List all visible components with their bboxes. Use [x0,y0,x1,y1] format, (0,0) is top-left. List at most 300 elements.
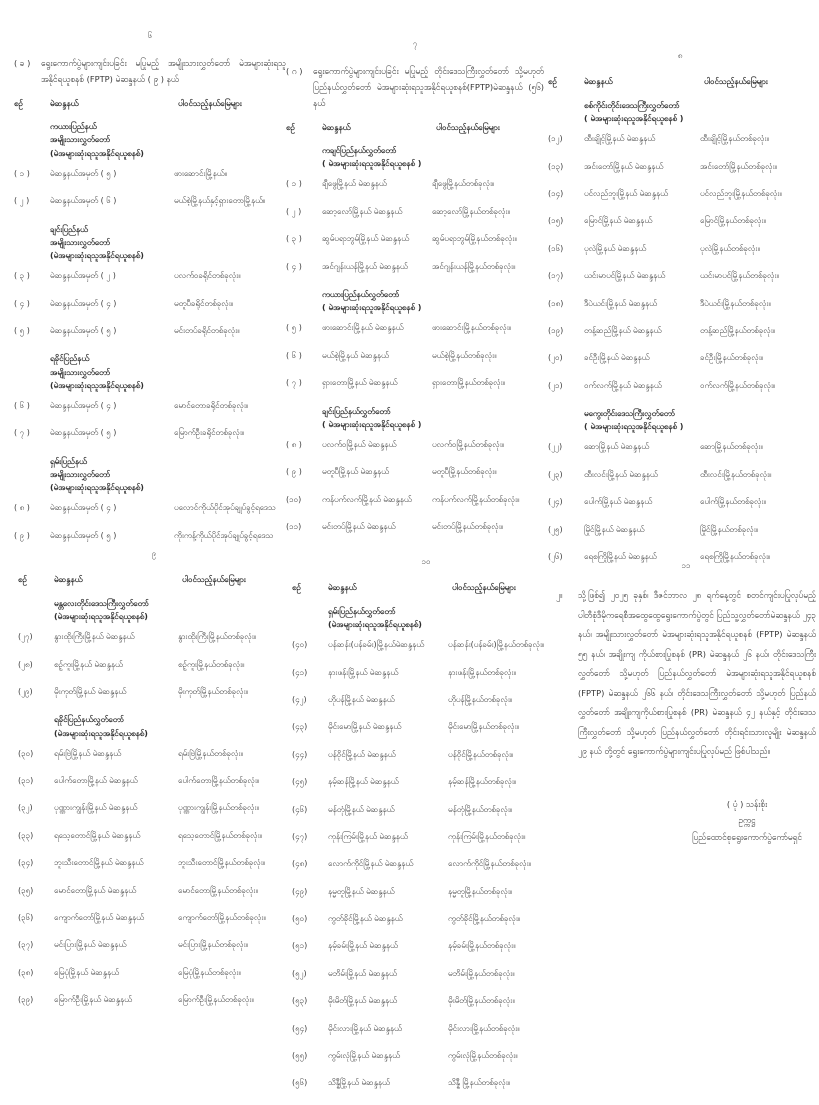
row-areas: မောင်တောခရိုင်တစ်ခုလုံး။ [174,400,249,410]
row-number: (၂၆) [548,552,563,561]
signature-title: ဥက္ကဋ္ဌ [738,815,756,826]
row-areas: မိုင်းမောမြို့နယ်တစ်ခုလုံး။ [448,722,520,732]
row-number: (၅၄) [292,1023,308,1033]
row-constituency: ကျောက်တော်မြို့နယ် မဲဆန္ဒနယ် [54,913,144,923]
table-row [18,912,290,924]
row-constituency: ပင်လည်ဘူးမြို့နယ် မဲဆန္ဒနယ် [584,188,668,198]
row-constituency: ဆွမ်ပရာဘွမ်မြို့နယ် မဲဆန္ဒနယ် [322,234,409,244]
table-row [286,178,544,190]
row-number: (၁၅) [548,216,564,226]
table-row [292,858,560,870]
row-areas: မိုးမိတ်မြို့နယ်တစ်ခုလုံး။ [448,996,515,1006]
table-row [292,1050,560,1062]
table-row [292,749,560,761]
row-constituency: ရသေ့တောင်မြို့နယ် မဲဆန္ဒနယ် [54,830,141,840]
row-number: (၅၃) [292,996,308,1006]
row-constituency: နားဖန်းမြို့နယ် မဲဆန္ဒနယ် [328,667,399,677]
row-areas: နမ့်ခမ်းမြို့နယ်တစ်ခုလုံး။ [448,941,516,951]
table-row [286,521,544,533]
table-row [18,748,290,760]
row-number: (၃၉) [18,995,34,1005]
table-section-title: ချင်းပြည်နယ် အမျိုးသားလွှတ်တော် (မဲအများဆုံးရသူအနိုင်ရယူစနစ်) [50,224,144,260]
row-constituency: နမ့်ဆန်မြို့နယ် မဲဆန္ဒနယ် [328,777,399,787]
row-number: (၄၁) [292,667,308,677]
row-number: ( ၇ ) [286,378,302,388]
table-row [18,686,290,698]
row-areas: မဘိမ်းမြို့နယ်တစ်ခုလုံး။ [448,968,515,978]
row-constituency: မောင်တောမြို့နယ် မဲဆန္ဒနယ် [54,885,137,895]
row-number: (၄၉) [292,886,308,896]
table-row [292,639,560,651]
row-constituency: မန်တုံမြို့နယ် မဲဆန္ဒနယ် [328,804,395,814]
table-row [548,352,812,364]
row-number: (၂၃) [548,469,563,479]
row-constituency: နွားထိုးကြီးမြို့နယ် မဲဆန္ဒနယ် [54,632,135,642]
table-row [18,857,290,869]
row-constituency: ပန်ဆန်း(ပန်ခမ်း)မြို့နယ်မဲဆန္ဒနယ် [328,640,425,650]
table-row [14,168,286,180]
row-constituency: အင်းတော်မြို့နယ် မဲဆန္ဒနယ် [584,161,664,171]
row-constituency: မတူပီမြို့နယ် မဲဆန္ဒနယ် [322,467,389,477]
row-areas: ပုလဲမြို့နယ်တစ်ခုလုံး။ [700,243,760,253]
column-header-no: စဉ် [292,583,301,593]
table-header-row [286,122,544,134]
row-number: ( ၅ ) [14,325,30,335]
table-row [286,350,544,362]
row-areas: မြောက်ဦးမြို့နယ်တစ်ခုလုံး။ [178,995,254,1005]
row-areas: နားဖန်းမြို့နယ်တစ်ခုလုံး။ [448,667,516,677]
column-header-constituency: မဲဆန္ဒနယ် [50,98,79,108]
heading-text: ရွေးကောက်ပွဲများကျင်းပခြင်း မပြုမည့် တိုင်းဒေသကြီးလွှတ်တော် သို့မဟုတ် ပြည်နယ်လွှတ်တော် မဲအများဆုံးရသူအနိုင်ရယူစနစ်(FPTP)မဲဆန္ဒနယ် (၅၆) နယ် [313,66,544,108]
table-row [292,776,560,788]
row-constituency: ရေစကြိုမြို့နယ် မဲဆန္ဒနယ် [584,552,657,561]
row-areas: ခင်ဦးမြို့နယ်တစ်ခုလုံး။ [700,353,764,363]
signature-name: ( ပုံ ) သန်းစိုး [726,798,768,809]
row-constituency: ကွတ်ခိုင်မြို့နယ် မဲဆန္ဒနယ် [328,914,403,924]
row-areas: ကန်ပက်လက်မြို့နယ်တစ်ခုလုံး။ [432,494,520,504]
row-constituency: ရမ်းဗြဲမြို့နယ် မဲဆန္ဒနယ် [54,748,122,758]
row-constituency: မဲဆန္ဒနယ်အမှတ် ( ၄ ) [50,298,117,308]
row-areas: ရသေ့တောင်မြို့နယ်တစ်ခုလုံး။ [178,830,263,840]
column-header-no: စဉ် [286,122,295,132]
row-number: (၅၁) [292,941,308,951]
row-constituency: မဲဆန္ဒနယ်အမှတ် ( ၅ ) [50,428,117,438]
row-areas: ဟိုပန်မြို့နယ်တစ်ခုလုံး။ [448,694,513,704]
row-number: ( ၆ ) [14,400,30,410]
row-number: (၁၈) [548,298,564,308]
row-number: ( ၅ ) [286,323,302,333]
signature-block [692,796,802,846]
row-number: (၁၇) [548,271,564,281]
row-constituency: ထီးလင်းမြို့နယ် မဲဆန္ဒနယ် [584,469,658,479]
document-page [14,30,286,557]
row-number: ( ၁ ) [286,179,302,189]
table-row [286,377,544,389]
row-constituency: ဆော့လော်မြို့နယ် မဲဆန္ဒနယ် [322,206,403,216]
table-header-row [548,76,812,88]
row-number: ( ၃ ) [286,234,302,244]
row-number: ( ၈ ) [14,503,30,513]
row-number: ( ၆ ) [286,350,302,360]
row-constituency: မဲဆန္ဒနယ်အမှတ် ( ၆ ) [50,196,117,206]
document-page [556,560,816,846]
row-areas: ပလက်ဝမြို့နယ်တစ်ခုလုံး။ [432,439,505,449]
row-number: (၄၇) [292,831,308,841]
table-row [292,1077,560,1089]
section-heading [14,56,286,88]
row-number: (၁၂) [548,134,563,144]
column-header-constituency: မဲဆန္ဒနယ် [54,575,83,585]
row-areas: မြိုင်မြို့နယ်တစ်ခုလုံး။ [700,524,759,534]
row-constituency: လောက်ကိုင်မြို့နယ် မဲဆန္ဒနယ် [328,859,414,869]
table-row [548,380,812,392]
table-row [286,439,544,451]
row-areas: လောက်ကိုင်မြို့နယ်တစ်ခုလုံး။ [448,859,532,869]
table-row [292,886,560,898]
table-row [292,694,560,706]
table-row [548,325,812,337]
table-row [292,913,560,925]
row-constituency: မြေပုံမြို့နယ် မဲဆန္ဒနယ် [54,967,119,977]
table-row [18,994,290,1006]
row-areas: ဆော့လော်မြို့နယ်တစ်ခုလုံး။ [432,206,510,216]
row-areas: တန့်ဆည်မြို့နယ်တစ်ခုလုံး။ [700,325,776,335]
row-areas: မြောင်မြို့နယ်တစ်ခုလုံး။ [700,216,766,226]
row-constituency: မိုင်းလားမြို့နယ် မဲဆန္ဒနယ် [328,1023,402,1033]
table-row [292,804,560,816]
row-constituency: မဲဆန္ဒနယ်အမှတ် ( ၄ ) [50,400,117,410]
row-areas: နွားထိုးကြီးမြို့နယ်တစ်ခုလုံး။ [178,632,257,642]
row-number: (၃၁) [18,776,34,786]
table-section-title: ကချင်ပြည်နယ်လွှတ်တော် ( မဲအများဆုံးရသူအနိုင်ရယူစနစ် ) [322,146,422,169]
row-areas: ယင်းမာပင်မြို့နယ်တစ်ခုလုံး။ [700,271,779,281]
table-row [18,631,290,643]
table-section-title: ချင်းပြည်နယ်လွှတ်တော် ( မဲအများဆုံးရသူအနိုင်ရယူစနစ် ) [322,406,422,429]
table-row [18,967,290,979]
row-areas: ပေါက်မြို့နယ်တစ်ခုလုံး။ [700,497,766,507]
row-areas: ရမ်းဗြဲမြို့နယ်တစ်ခုလုံး။ [178,748,243,758]
table-header-row [14,98,286,110]
row-areas: ဘူးသီးတောင်မြို့နယ်တစ်ခုလုံး။ [178,858,266,868]
row-constituency: မဲဆန္ဒနယ်အမှတ် ( ၂ ) [50,271,116,281]
row-areas: မတူပီခရိုင်တစ်ခုလုံး။ [174,298,234,308]
row-areas: ကွတ်ခိုင်မြို့နယ်တစ်ခုလုံး။ [448,914,521,924]
table-row [18,939,290,951]
row-areas: ကျောက်တော်မြို့နယ်တစ်ခုလုံး။ [178,913,266,923]
row-number: (၂၇) [18,632,33,642]
row-areas: ဆောမြို့နယ်တစ်ခုလုံး။ [700,442,763,452]
row-number: (၅၀) [292,914,308,924]
row-constituency: မိုးမိတ်မြို့နယ် မဲဆန္ဒနယ် [328,996,397,1006]
row-number: ( ၇ ) [14,428,30,438]
row-number: (၃၄) [18,858,34,868]
table-row [14,195,286,207]
row-areas: ပုဏ္ဏားကျွန်းမြို့နယ်တစ်ခုလုံး။ [178,803,260,813]
table-row [14,530,286,542]
row-constituency: မင်းပြားမြို့နယ် မဲဆန္ဒနယ် [54,940,127,950]
table-row [14,298,286,310]
table-header-row [292,582,560,594]
row-constituency: ဖားဆောင်းမြို့နယ် မဲဆန္ဒနယ် [322,323,404,333]
document-page [18,548,290,1022]
table-row [14,325,286,337]
table-row [292,1023,560,1035]
row-areas: နမ္မတူမြို့နယ်တစ်ခုလုံး။ [448,886,513,896]
row-number: (၄၈) [292,859,308,869]
row-areas: ရေစကြိုမြို့နယ်တစ်ခုလုံး။ [700,552,771,561]
row-constituency: မြိုင်မြို့နယ် မဲဆန္ဒနယ် [584,524,645,534]
row-areas: ပင်လည်ဘူးမြို့နယ်တစ်ခုလုံး။ [700,188,782,198]
row-constituency: ကန်ပက်လက်မြို့နယ် မဲဆန္ဒနယ် [322,494,412,504]
row-constituency: မိုင်းမောမြို့နယ် မဲဆန္ဒနယ် [328,722,402,732]
row-areas: ဝက်လက်မြို့နယ်တစ်ခုလုံး။ [700,380,776,390]
row-number: (၁၁) [286,522,302,532]
row-constituency: တန့်ဆည်မြို့နယ် မဲဆန္ဒနယ် [584,325,662,335]
table-row [286,233,544,245]
row-number: (၄၂) [292,694,307,704]
row-areas: မန်တုံမြို့နယ်တစ်ခုလုံး။ [448,804,513,814]
row-number: (၂၂) [548,442,563,452]
column-header-areas: ပါဝင်သည့်နယ်မြေများ [452,583,516,593]
table-row [292,940,560,952]
heading-text: ရွေးကောက်ပွဲများကျင်းပခြင်း မပြုမည့် အမျိုးသားလွှတ်တော် မဲအများဆုံးရသူ အနိုင်ရယူစနစ် (FPTP) မဲဆန္ဒနယ် ( ၉ ) နယ် [41,58,286,85]
table-row [548,133,812,145]
row-number: (၅၂) [292,968,307,978]
row-constituency: ရှားတောမြို့နယ် မဲဆန္ဒနယ် [322,378,398,388]
table-row [548,469,812,481]
table-row [548,188,812,200]
table-section-title: ရှမ်းပြည်နယ်လွှတ်တော် (မဲအများဆုံးရသူအနိုင်ရယူစနစ်) [328,606,422,629]
row-areas: ပလောင်ကိုယ်ပိုင်အုပ်ချုပ်ခွင့်ရဒေသ [174,503,276,513]
row-constituency: ပန်ဝိုင်မြို့နယ် မဲဆန္ဒနယ် [328,749,396,759]
column-header-areas: ပါဝင်သည့်နယ်မြေများ [182,575,246,585]
column-header-no: စဉ် [14,98,23,108]
paragraph-text: သို့ဖြစ်၍ ၂၀၂၅ ခုနှစ်၊ ဒီဇင်ဘာလ ၂၈ ရက်နေ့တွင် စတင်ကျင်းပပြုလုပ်မည့် ပါတီစုံဒီမိုကရေစီအထွေထွေရွေးကောက်ပွဲတွင် ပြည်သူ့လွှတ်တော်မဲဆန္ဒနယ် ၂၄၃ နယ်၊ အမျိုးသားလွှတ်တော် မဲအများဆုံးရသူအနိုင်ရယူစနစ် (FPTP) မဲဆန္ဒနယ် ၅၅ နယ်၊ အချိုးကျ ကိုယ်စားပြုစနစ် (PR) မဲဆန္ဒနယ် ၂၆ နယ်၊ တိုင်းဒေသကြီးလွှတ်တော် သို့မဟုတ် ပြည်နယ်လွှတ်တော် မဲအများဆုံးရသူအနိုင်ရယူစနစ် (FPTP) မဲဆန္ဒနယ် ၂၆၆ နယ်၊ တိုင်းဒေသကြီးလွှတ်တော် သို့မဟုတ် ပြည်နယ်လွှတ်တော် အချိုးကျကိုယ်စားပြုစနစ် (PR) မဲဆန္ဒနယ် ၄၂ နယ်နှင့် တိုင်းဒေသကြီးလွှတ်တော် သို့မဟုတ် ပြည်နယ်လွှတ်တော် တိုင်းရင်းသားလူမျိုး မဲဆန္ဒနယ် ၂၉ နယ် တို့တွင် ရွေးကောက်ပွဲများကျင်းပပြုလုပ်မည် ဖြစ်ပါသည်။ [578,590,816,757]
table-row [548,496,812,508]
row-number: (၂၀) [548,353,563,363]
page-number: ၁၀ [421,557,431,566]
row-areas: ဖားဆောင်းမြို့နယ်။ [174,168,227,178]
row-constituency: ပလက်ဝမြို့နယ် မဲဆန္ဒနယ် [322,439,397,449]
row-number: ( ၉ ) [14,530,30,540]
row-constituency: သိန္နီမြို့နယ် မဲဆန္ဒနယ် [328,1078,390,1088]
row-constituency: မဘိမ်းမြို့နယ် မဲဆန္ဒနယ် [328,968,397,978]
row-areas: မြေပုံမြို့နယ်တစ်ခုလုံး။ [178,967,241,977]
row-areas: မင်းပြားမြို့နယ်တစ်ခုလုံး။ [178,940,249,950]
row-constituency: မဲဆန္ဒနယ်အမှတ် ( ၅ ) [50,168,117,178]
row-areas: ပန်ဝိုင်မြို့နယ်တစ်ခုလုံး။ [448,749,514,759]
table-section-title: မကွေးတိုင်းဒေသကြီးလွှတ်တော် ( မဲအများဆုံးရသူအနိုင်ရယူစနစ် ) [584,409,684,432]
row-number: (၂၈) [18,659,33,669]
table-row [548,441,812,453]
row-number: (၄၃) [292,722,308,732]
row-number: ( ၄ ) [286,261,302,271]
row-constituency: ခင်ဦးမြို့နယ် မဲဆန္ဒနယ် [584,353,650,363]
table-row [286,206,544,218]
row-constituency: နမ့်ခမ်းမြို့နယ် မဲဆန္ဒနယ် [328,941,398,951]
row-areas: အင်ဂျန်းယန်မြို့နယ်တစ်ခုလုံး။ [432,261,516,271]
row-areas: ရှားတောမြို့နယ်တစ်ခုလုံး။ [432,378,506,388]
closing-paragraph [556,586,816,761]
column-header-areas: ပါဝင်သည့်နယ်မြေများ [436,122,500,132]
table-row [286,261,544,273]
table-row [548,215,812,227]
table-row [286,466,544,478]
row-constituency: စဉ့်ကူးမြို့နယ် မဲဆန္ဒနယ် [54,659,123,669]
table-row [18,885,290,897]
row-number: (၂၄) [548,497,563,507]
table-row [292,968,560,980]
table-row [286,494,544,506]
row-number: (၃၅) [18,885,34,895]
row-number: (၄၄) [292,749,308,759]
row-constituency: နမ္မတူမြို့နယ် မဲဆန္ဒနယ် [328,886,395,896]
table-row [292,995,560,1007]
table-row [548,298,812,310]
table-section-title: ကယားပြည်နယ်လွှတ်တော် ( မဲအများဆုံးရသူအနိုင်ရယူစနစ် ) [322,289,422,313]
page-number: ၈ [677,51,683,60]
row-constituency: ယင်းမာပင်မြို့နယ် မဲဆန္ဒနယ် [584,271,666,281]
row-areas: အင်းတော်မြို့နယ်တစ်ခုလုံး။ [700,161,778,171]
table-row [286,322,544,334]
column-header-constituency: မဲဆန္ဒနယ် [322,122,351,132]
table-row [548,270,812,282]
row-number: (၁၀) [286,494,302,504]
table-row [14,270,286,282]
row-number: ( ၄ ) [14,298,30,308]
row-areas: ဖားဆောင်းမြို့နယ်တစ်ခုလုံး။ [432,323,512,333]
table-header-row [18,574,290,586]
row-areas: မိုင်းလားမြို့နယ်တစ်ခုလုံး။ [448,1023,520,1033]
table-section-title: မန္တလေးတိုင်းဒေသကြီးလွှတ်တော် (မဲအများဆုံးရသူအနိုင်ရယူစနစ်) [54,598,149,621]
section-heading [286,64,544,111]
row-areas: မင်းတပ်မြို့နယ်တစ်ခုလုံး။ [432,522,504,532]
row-constituency: ဘူးသီးတောင်မြို့နယ် မဲဆန္ဒနယ် [54,858,144,868]
row-areas: သိန္နီ မြို့နယ်တစ်ခုလုံး။ [448,1078,511,1088]
row-constituency: မြောက်ဦးမြို့နယ် မဲဆန္ဒနယ် [54,995,132,1005]
row-number: (၁၆) [548,243,564,253]
paragraph-number: ၂။ [556,590,563,601]
row-areas: မိုးကုတ်မြို့နယ်တစ်ခုလုံး။ [178,686,249,696]
row-areas: ချီဖွေမြို့နယ်တစ်ခုလုံး။ [432,179,495,189]
row-constituency: မြောင်မြို့နယ် မဲဆန္ဒနယ် [584,216,653,226]
column-header-areas: ပါဝင်သည့်နယ်မြေများ [704,77,768,87]
row-number: (၂၉) [18,686,33,696]
row-areas: ဒီပဲယင်းမြို့နယ်တစ်ခုလုံး။ [700,298,771,308]
table-row [548,524,812,536]
document-page [286,38,544,548]
row-number: (၄၅) [292,777,308,787]
table-section-title: ရခိုင်ပြည်နယ် အမျိုးသားလွှတ်တော် (မဲအများဆုံးရသူအနိုင်ရယူစနစ်) [50,354,144,390]
row-constituency: ဝက်လက်မြို့နယ် မဲဆန္ဒနယ် [584,380,662,390]
row-areas: မတူပီမြို့နယ်တစ်ခုလုံး။ [432,467,497,477]
row-areas: ထီးချိုင့်မြို့နယ်တစ်ခုလုံး။ [700,134,769,144]
row-number: (၁၉) [548,325,564,335]
column-header-constituency: မဲဆန္ဒနယ် [584,77,613,87]
row-number: (၃၃) [18,830,34,840]
row-number: ( ၃ ) [14,271,30,281]
row-constituency: မယ်စဲ့မြို့နယ် မဲဆန္ဒနယ် [322,350,389,360]
table-row [548,161,812,173]
row-constituency: ပုဏ္ဏားကျွန်းမြို့နယ် မဲဆန္ဒနယ် [54,803,138,813]
row-constituency: မဲဆန္ဒနယ်အမှတ် ( ၄ ) [50,503,117,513]
page-number: ၉ [151,549,157,558]
row-number: (၅၆) [292,1078,308,1088]
column-header-areas: ပါဝင်သည့်နယ်မြေများ [178,98,242,108]
row-number: (၂၅) [548,524,563,534]
row-areas: ကွမ်းလုံမြို့နယ်တစ်ခုလုံး။ [448,1051,518,1061]
table-row [292,721,560,733]
row-areas: စဉ့်ကူးမြို့နယ်တစ်ခုလုံး။ [178,659,245,669]
page-number: ၇ [412,39,418,48]
row-number: ( ၂ ) [14,196,30,206]
row-number: (၁၃) [548,161,564,171]
table-row [548,243,812,255]
table-section-title: စစ်ကိုင်းတိုင်းဒေသကြီးလွှတ်တော် ( မဲအများဆုံးရသူအနိုင်ရယူစနစ် ) [584,100,684,123]
table-row [14,502,286,514]
table-section-title: ကယားပြည်နယ် အမျိုးသားလွှတ်တော် (မဲအများဆုံးရသူအနိုင်ရယူစနစ်) [50,122,144,158]
row-areas: ကိုးကန့်ကိုယ်ပိုင်အုပ်ချုပ်ခွင့်ရဒေသ [174,530,274,540]
table-row [14,427,286,439]
row-constituency: ဆောမြို့နယ် မဲဆန္ဒနယ် [584,442,649,452]
heading-label: ( ခ ) [14,58,31,69]
column-header-no: စဉ် [548,77,557,87]
row-number: ( ၉ ) [286,467,302,477]
row-number: (၃၀) [18,748,34,758]
row-constituency: မင်းတပ်မြို့နယ် မဲဆန္ဒနယ် [322,522,396,532]
row-areas: ပေါက်တောမြို့နယ်တစ်ခုလုံး။ [178,776,260,786]
table-section-title: ရှမ်းပြည်နယ် အမျိုးသားလွှတ်တော် (မဲအများဆုံးရသူအနိုင်ရယူစနစ်) [50,456,144,493]
row-number: (၃၂) [18,803,33,813]
row-constituency: ကွမ်းလုံမြို့နယ် မဲဆန္ဒနယ် [328,1051,400,1061]
row-number: (၄၀) [292,640,308,650]
table-section-title: ရခိုင်ပြည်နယ်လွှတ်တော် (မဲအများဆုံးရသူအနိုင်ရယူစနစ်) [54,715,148,738]
row-areas: ထီးလင်းမြို့နယ်တစ်ခုလုံး။ [700,469,772,479]
document-page [548,50,812,578]
row-number: (၁၄) [548,188,564,198]
row-areas: မယ်စဲ့မြို့နယ်နှင့်ရှားတောမြို့နယ်။ [174,196,266,206]
table-row [292,831,560,843]
row-areas: ဆွမ်ပရာဘွမ်မြို့နယ်တစ်ခုလုံး။ [432,234,517,244]
row-number: (၂၁) [548,380,563,390]
row-number: ( ၂ ) [286,206,302,216]
row-number: (၅၅) [292,1051,308,1061]
row-areas: ကုန်းကြမ်းမြို့နယ်တစ်ခုလုံး။ [448,831,526,841]
row-number: (၄၆) [292,804,308,814]
row-constituency: ထီးချိုင့်မြို့နယ် မဲဆန္ဒနယ် [584,134,656,144]
column-header-constituency: မဲဆန္ဒနယ် [328,583,357,593]
row-areas: ပန်ဆန်း(ပန်ခမ်း)မြို့နယ်တစ်ခုလုံး။ [448,640,545,650]
row-number: (၃၆) [18,913,34,923]
table-row [14,400,286,412]
table-row [18,830,290,842]
heading-label: ( ဂ ) [286,66,303,77]
row-constituency: ကုန်းကြမ်းမြို့နယ် မဲဆန္ဒနယ် [328,831,408,841]
signature-organization: ပြည်ထောင်စုရွေးကောက်ပွဲကော်မရှင် [692,831,802,842]
row-constituency: ဒီပဲယင်းမြို့နယ် မဲဆန္ဒနယ် [584,298,657,308]
row-constituency: မဲဆန္ဒနယ်အမှတ် ( ၅ ) [50,530,117,540]
row-constituency: ဟိုပန်မြို့နယ် မဲဆန္ဒနယ် [328,694,395,704]
row-constituency: ချီဖွေမြို့နယ် မဲဆန္ဒနယ် [322,179,387,189]
row-areas: မယ်စဲ့မြို့နယ်တစ်ခုလုံး။ [432,350,497,360]
page-number: ၁၁ [681,561,691,570]
column-header-no: စဉ် [18,575,27,585]
row-constituency: ပေါက်မြို့နယ် မဲဆန္ဒနယ် [584,497,653,507]
row-constituency: မိုးကုတ်မြို့နယ် မဲဆန္ဒနယ် [54,686,127,696]
row-areas: မောင်တောမြို့နယ်တစ်ခုလုံး။ [178,885,258,895]
row-constituency: ပုလဲမြို့နယ် မဲဆန္ဒနယ် [584,243,647,253]
page-number: ၆ [147,31,153,40]
